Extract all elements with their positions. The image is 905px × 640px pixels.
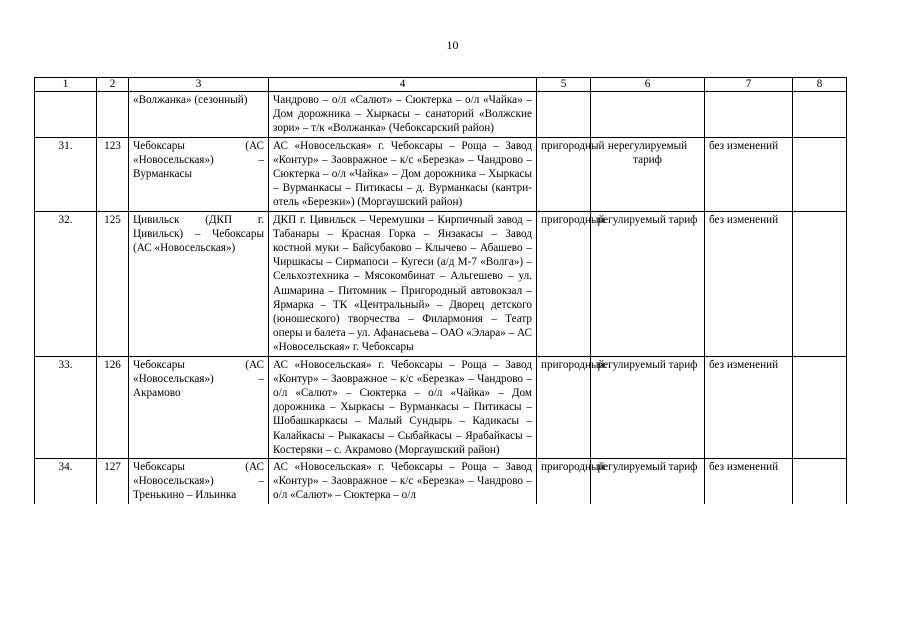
route-number-cell: 126 (97, 356, 129, 458)
tariff-cell: нерегулируемый тариф (591, 137, 705, 211)
col8-cell (793, 137, 847, 211)
change-cell: без изменений (705, 356, 793, 458)
route-name-cell: «Волжанка» (сезонный) (129, 92, 269, 138)
page-number: 10 (446, 38, 459, 52)
route-number-cell: 127 (97, 459, 129, 504)
row-number-cell: 32. (35, 211, 97, 356)
header-cell: 4 (269, 78, 537, 92)
header-cell: 7 (705, 78, 793, 92)
route-path-cell: АС «Новосельская» г. Чебоксары – Роща – Завод «Контур» – Заовражное – к/с «Березка» – Чандрово – о/л «Салют» – Сюктерка – о/л «Чайка» – Дом дорожника – Хыркасы – Вурманкасы – Питикасы – Шобашкаркасы – Малый Сундырь – Кадикасы – Калайкасы – Рыкакасы – Сыбайкасы – Ярабайкасы – Костеряки – с. Акрамово (Моргаушский район) (269, 356, 537, 458)
header-row (35, 78, 847, 92)
row-number-cell: 34. (35, 459, 97, 504)
header-cell: 5 (537, 78, 591, 92)
header-cell: 3 (129, 78, 269, 92)
header-cell: 8 (793, 78, 847, 92)
route-type-cell: пригородный (537, 137, 591, 211)
route-name-cell: Чебоксары (АС «Новосельская») – Тренькино – Ильинка (129, 459, 269, 504)
table-row (35, 356, 847, 458)
col8-cell (793, 356, 847, 458)
route-type-cell: пригородный (537, 459, 591, 504)
tariff-cell: регулируемый тариф (591, 459, 705, 504)
route-name-cell: Чебоксары (АС «Новосельская») – Акрамово (129, 356, 269, 458)
route-type-cell: пригородный (537, 356, 591, 458)
table-row (35, 137, 847, 211)
route-type-cell (537, 92, 591, 138)
table-row (35, 459, 847, 504)
header-cell: 6 (591, 78, 705, 92)
route-number-cell: 123 (97, 137, 129, 211)
change-cell: без изменений (705, 137, 793, 211)
table-row (35, 92, 847, 138)
change-cell (705, 92, 793, 138)
col8-cell (793, 92, 847, 138)
route-number-cell: 125 (97, 211, 129, 356)
tariff-cell: регулируемый тариф (591, 356, 705, 458)
route-path-cell: АС «Новосельская» г. Чебоксары – Роща – Завод «Контур» – Заовражное – к/с «Березка» – Чандрово – Сюктерка – о/л «Чайка» – Дом дорожника – Хыркасы – Вурманкасы – Питикасы – д. Вурманкасы (кантри-отель «Березки») (Моргаушский район) (269, 137, 537, 211)
tariff-cell (591, 92, 705, 138)
route-path-cell: Чандрово – о/л «Салют» – Сюктерка – о/л «Чайка» – Дом дорожника – Хыркасы – санаторий «Волжские зори» – т/к «Волжанка» (Чебоксарский район) (269, 92, 537, 138)
header-cell: 2 (97, 78, 129, 92)
routes-table (34, 77, 847, 504)
route-number-cell (97, 92, 129, 138)
tariff-cell: регулируемый тариф (591, 211, 705, 356)
row-number-cell: 31. (35, 137, 97, 211)
table-row (35, 211, 847, 356)
route-name-cell: Чебоксары (АС «Новосельская») – Вурманкасы (129, 137, 269, 211)
row-number-cell: 33. (35, 356, 97, 458)
col8-cell (793, 211, 847, 356)
route-type-cell: пригородный (537, 211, 591, 356)
change-cell: без изменений (705, 459, 793, 504)
header-cell: 1 (35, 78, 97, 92)
row-number-cell (35, 92, 97, 138)
route-name-cell: Цивильск (ДКП г. Цивильск) – Чебоксары (АС «Новосельская») (129, 211, 269, 356)
change-cell: без изменений (705, 211, 793, 356)
route-path-cell: ДКП г. Цивильск – Черемушки – Кирпичный завод – Табанары – Красная Горка – Янзакасы – Завод костной муки – Байсубаково – Клычево – Абашево – Чиршкасы – Сирмапоси – Кугеси (а/д М-7 «Волга») – Сельхозтехника – Мясокомбинат – Альгешево – ул. Ашмарина – Питомник – Пригородный автовокзал – Ярмарка – ТК «Центральный» – Дворец детского (юношеского) творчества – Филармония – Театр оперы и балета – ул. Афанасьева – ОАО «Элара» – АС «Новосельская» г. Чебоксары (269, 211, 537, 356)
col8-cell (793, 459, 847, 504)
route-path-cell: АС «Новосельская» г. Чебоксары – Роща – Завод «Контур» – Заовражное – к/с «Березка» – Чандрово – о/л «Салют» – Сюктерка – о/л (269, 459, 537, 504)
